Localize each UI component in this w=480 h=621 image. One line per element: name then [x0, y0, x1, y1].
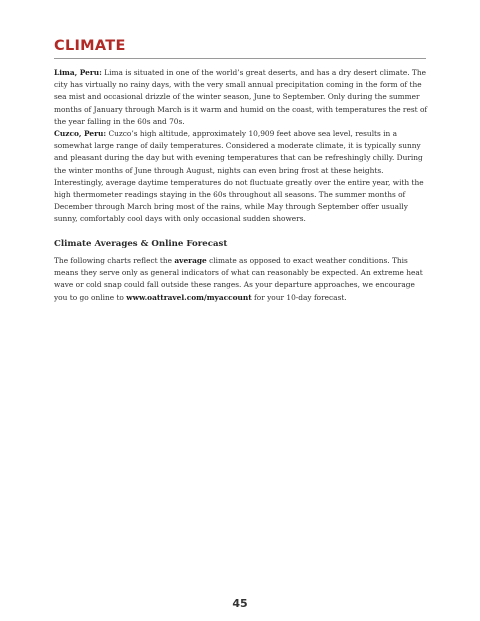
climate-averages-heading: Climate Averages & Online Forecast — [54, 239, 228, 249]
lima-label: Lima, Peru: — [54, 68, 102, 77]
climate-averages-paragraph — [54, 255, 428, 304]
cuzco-text: Cuzco’s high altitude, approximately 10,909 feet above sea level, results in a somewhat large range of daily temperatures. Considered a moderate climate, it is typically sunny and pleasant during the day but with evening temperatures that can be refreshingly chilly. During the winter months of June through August, nights can even bring frost at these heights. Interestingly, average daytime temperatures do not fluctuate greatly over the entire year, with the high thermometer readings staying in the 60s throughout all seasons. The summer months of December through March bring most of the rains, while May through September offer usually sunny, comfortably cool days with only occasional sudden showers. — [54, 129, 424, 224]
averages-text-before: The following charts reflect the — [54, 256, 175, 265]
lima-paragraph — [54, 67, 428, 128]
lima-text: Lima is situated in one of the world’s great deserts, and has a dry desert climate. The city has virtually no rainy days, with the very small annual precipitation coming in the form of the sea mist and occasional drizzle of the winter season, June to September. Only during the summer months of January through March is it warm and humid on the coast, with temperatures the rest of the year falling in the 60s and 70s. — [54, 68, 428, 126]
page-number: 45 — [232, 597, 248, 610]
cuzco-paragraph — [54, 128, 428, 226]
cuzco-label: Cuzco, Peru: — [54, 129, 107, 138]
averages-emphasis: average — [174, 256, 207, 265]
averages-text-after: for your 10-day forecast. — [251, 292, 347, 302]
forecast-link[interactable]: www.oattravel.com/myaccount — [126, 292, 252, 302]
title-divider — [54, 58, 426, 59]
averages-text-middle: climate as opposed to exact weather conditions. This means they serve only as general indicators of what can reasonably be expected. An extreme heat wave or cold snap could fall outside these ranges. As your departure approaches, we encourage you to go online to — [54, 256, 423, 302]
section-title: CLIMATE — [54, 38, 126, 54]
